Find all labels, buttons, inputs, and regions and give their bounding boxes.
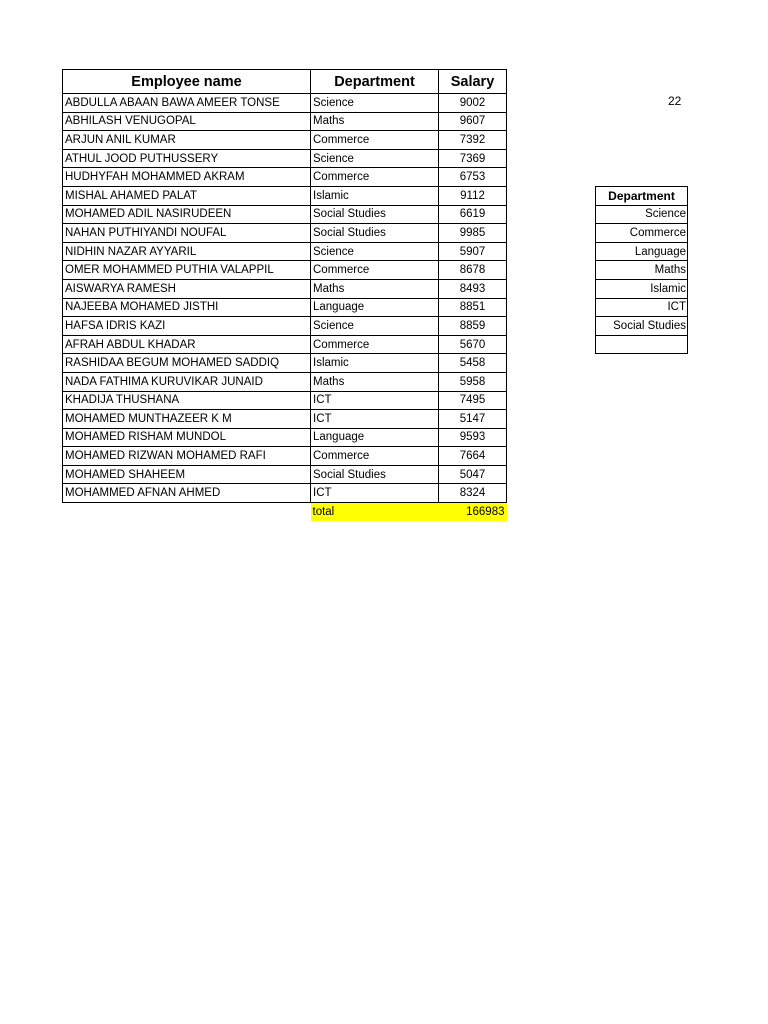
department-list-item[interactable]: Commerce bbox=[596, 224, 688, 243]
cell-employee-name[interactable]: AISWARYA RAMESH bbox=[63, 279, 311, 298]
cell-department[interactable]: Maths bbox=[311, 372, 439, 391]
cell-department[interactable]: Language bbox=[311, 298, 439, 317]
cell-salary[interactable]: 7369 bbox=[439, 149, 507, 168]
cell-department[interactable]: Science bbox=[311, 242, 439, 261]
cell-salary[interactable]: 8851 bbox=[439, 298, 507, 317]
cell-salary[interactable]: 8324 bbox=[439, 484, 507, 503]
department-table-body bbox=[596, 187, 688, 354]
cell-employee-name[interactable]: HAFSA IDRIS KAZI bbox=[63, 317, 311, 336]
cell-department[interactable]: Commerce bbox=[311, 168, 439, 187]
cell-department[interactable]: ICT bbox=[311, 410, 439, 429]
cell-department[interactable]: Islamic bbox=[311, 354, 439, 373]
table-row bbox=[63, 112, 507, 131]
cell-department[interactable]: Islamic bbox=[311, 186, 439, 205]
table-row bbox=[63, 242, 507, 261]
department-list-row bbox=[596, 279, 688, 298]
department-list-item[interactable] bbox=[596, 335, 688, 354]
cell-salary[interactable]: 8859 bbox=[439, 317, 507, 336]
cell-employee-name[interactable]: NAHAN PUTHIYANDI NOUFAL bbox=[63, 224, 311, 243]
header-employee-name[interactable]: Employee name bbox=[63, 70, 311, 94]
cell-employee-name[interactable]: AFRAH ABDUL KHADAR bbox=[63, 335, 311, 354]
cell-salary[interactable]: 9607 bbox=[439, 112, 507, 131]
table-row bbox=[63, 149, 507, 168]
cell-salary[interactable]: 6619 bbox=[439, 205, 507, 224]
department-list-row bbox=[596, 205, 688, 224]
department-list-item[interactable]: ICT bbox=[596, 298, 688, 317]
cell-employee-name[interactable]: ATHUL JOOD PUTHUSSERY bbox=[63, 149, 311, 168]
cell-salary[interactable]: 9112 bbox=[439, 186, 507, 205]
department-table-header[interactable]: Department bbox=[596, 187, 688, 206]
table-row bbox=[63, 94, 507, 113]
department-table bbox=[595, 186, 688, 354]
cell-department[interactable]: Science bbox=[311, 149, 439, 168]
table-row bbox=[63, 354, 507, 373]
table-row bbox=[63, 447, 507, 466]
table-row bbox=[63, 261, 507, 280]
total-row bbox=[63, 503, 507, 521]
table-row bbox=[63, 224, 507, 243]
cell-department[interactable]: Commerce bbox=[311, 131, 439, 150]
table-row bbox=[63, 317, 507, 336]
cell-department[interactable]: ICT bbox=[311, 484, 439, 503]
department-list-item[interactable]: Maths bbox=[596, 261, 688, 280]
table-row bbox=[63, 205, 507, 224]
total-blank-cell[interactable] bbox=[63, 503, 311, 521]
cell-department[interactable]: Commerce bbox=[311, 261, 439, 280]
cell-employee-name[interactable]: MOHAMMED AFNAN AHMED bbox=[63, 484, 311, 503]
cell-department[interactable]: Social Studies bbox=[311, 205, 439, 224]
cell-employee-name[interactable]: OMER MOHAMMED PUTHIA VALAPPIL bbox=[63, 261, 311, 280]
cell-salary[interactable]: 7495 bbox=[439, 391, 507, 410]
table-row bbox=[63, 428, 507, 447]
cell-department[interactable]: Science bbox=[311, 317, 439, 336]
employee-table-body bbox=[63, 94, 507, 521]
department-list-row bbox=[596, 335, 688, 354]
cell-salary[interactable]: 5047 bbox=[439, 465, 507, 484]
table-row bbox=[63, 131, 507, 150]
total-value[interactable]: 166983 bbox=[439, 503, 507, 521]
cell-department[interactable]: Commerce bbox=[311, 447, 439, 466]
cell-department[interactable]: Social Studies bbox=[311, 224, 439, 243]
cell-department[interactable]: Maths bbox=[311, 279, 439, 298]
cell-employee-name[interactable]: NIDHIN NAZAR AYYARIL bbox=[63, 242, 311, 261]
cell-salary[interactable]: 5958 bbox=[439, 372, 507, 391]
table-row bbox=[63, 372, 507, 391]
cell-salary[interactable]: 5670 bbox=[439, 335, 507, 354]
table-row bbox=[63, 186, 507, 205]
cell-salary[interactable]: 8493 bbox=[439, 279, 507, 298]
cell-employee-name[interactable]: MISHAL AHAMED PALAT bbox=[63, 186, 311, 205]
cell-salary[interactable]: 9985 bbox=[439, 224, 507, 243]
cell-employee-name[interactable]: RASHIDAA BEGUM MOHAMED SADDIQ bbox=[63, 354, 311, 373]
department-list-row bbox=[596, 224, 688, 243]
cell-department[interactable]: Language bbox=[311, 428, 439, 447]
cell-salary[interactable]: 7392 bbox=[439, 131, 507, 150]
cell-employee-name[interactable]: MOHAMED ADIL NASIRUDEEN bbox=[63, 205, 311, 224]
employee-table bbox=[62, 69, 507, 521]
cell-employee-name[interactable]: MOHAMED MUNTHAZEER K M bbox=[63, 410, 311, 429]
department-list-item[interactable]: Social Studies bbox=[596, 317, 688, 336]
cell-department[interactable]: ICT bbox=[311, 391, 439, 410]
table-row bbox=[63, 279, 507, 298]
cell-employee-name[interactable]: ARJUN ANIL KUMAR bbox=[63, 131, 311, 150]
cell-employee-name[interactable]: NAJEEBA MOHAMED JISTHI bbox=[63, 298, 311, 317]
cell-employee-name[interactable]: ABDULLA ABAAN BAWA AMEER TONSE bbox=[63, 94, 311, 113]
department-list-row bbox=[596, 298, 688, 317]
table-row bbox=[63, 168, 507, 187]
employee-table-header bbox=[63, 70, 507, 94]
header-salary[interactable]: Salary bbox=[439, 70, 507, 94]
cell-department[interactable]: Science bbox=[311, 94, 439, 113]
cell-salary[interactable]: 9002 bbox=[439, 94, 507, 113]
total-label[interactable]: total bbox=[311, 503, 439, 521]
cell-department[interactable]: Social Studies bbox=[311, 465, 439, 484]
cell-salary[interactable]: 9593 bbox=[439, 428, 507, 447]
header-department[interactable]: Department bbox=[311, 70, 439, 94]
cell-employee-name[interactable]: MOHAMED RIZWAN MOHAMED RAFI bbox=[63, 447, 311, 466]
department-list-item[interactable]: Science bbox=[596, 205, 688, 224]
loose-value-cell[interactable]: 22 bbox=[668, 94, 682, 108]
department-list-row bbox=[596, 242, 688, 261]
department-list-row bbox=[596, 261, 688, 280]
cell-department[interactable]: Commerce bbox=[311, 335, 439, 354]
cell-employee-name[interactable]: MOHAMED RISHAM MUNDOL bbox=[63, 428, 311, 447]
table-row bbox=[63, 391, 507, 410]
table-row bbox=[63, 335, 507, 354]
cell-salary[interactable]: 7664 bbox=[439, 447, 507, 466]
cell-employee-name[interactable]: MOHAMED SHAHEEM bbox=[63, 465, 311, 484]
cell-department[interactable]: Maths bbox=[311, 112, 439, 131]
cell-salary[interactable]: 6753 bbox=[439, 168, 507, 187]
cell-salary[interactable]: 5147 bbox=[439, 410, 507, 429]
department-list-item[interactable]: Language bbox=[596, 242, 688, 261]
table-row bbox=[63, 465, 507, 484]
cell-salary[interactable]: 8678 bbox=[439, 261, 507, 280]
cell-employee-name[interactable]: KHADIJA THUSHANA bbox=[63, 391, 311, 410]
cell-employee-name[interactable]: HUDHYFAH MOHAMMED AKRAM bbox=[63, 168, 311, 187]
cell-salary[interactable]: 5907 bbox=[439, 242, 507, 261]
table-row bbox=[63, 298, 507, 317]
cell-employee-name[interactable]: ABHILASH VENUGOPAL bbox=[63, 112, 311, 131]
department-list-item[interactable]: Islamic bbox=[596, 279, 688, 298]
table-row bbox=[63, 410, 507, 429]
department-list-row bbox=[596, 317, 688, 336]
cell-salary[interactable]: 5458 bbox=[439, 354, 507, 373]
cell-employee-name[interactable]: NADA FATHIMA KURUVIKAR JUNAID bbox=[63, 372, 311, 391]
table-row bbox=[63, 484, 507, 503]
